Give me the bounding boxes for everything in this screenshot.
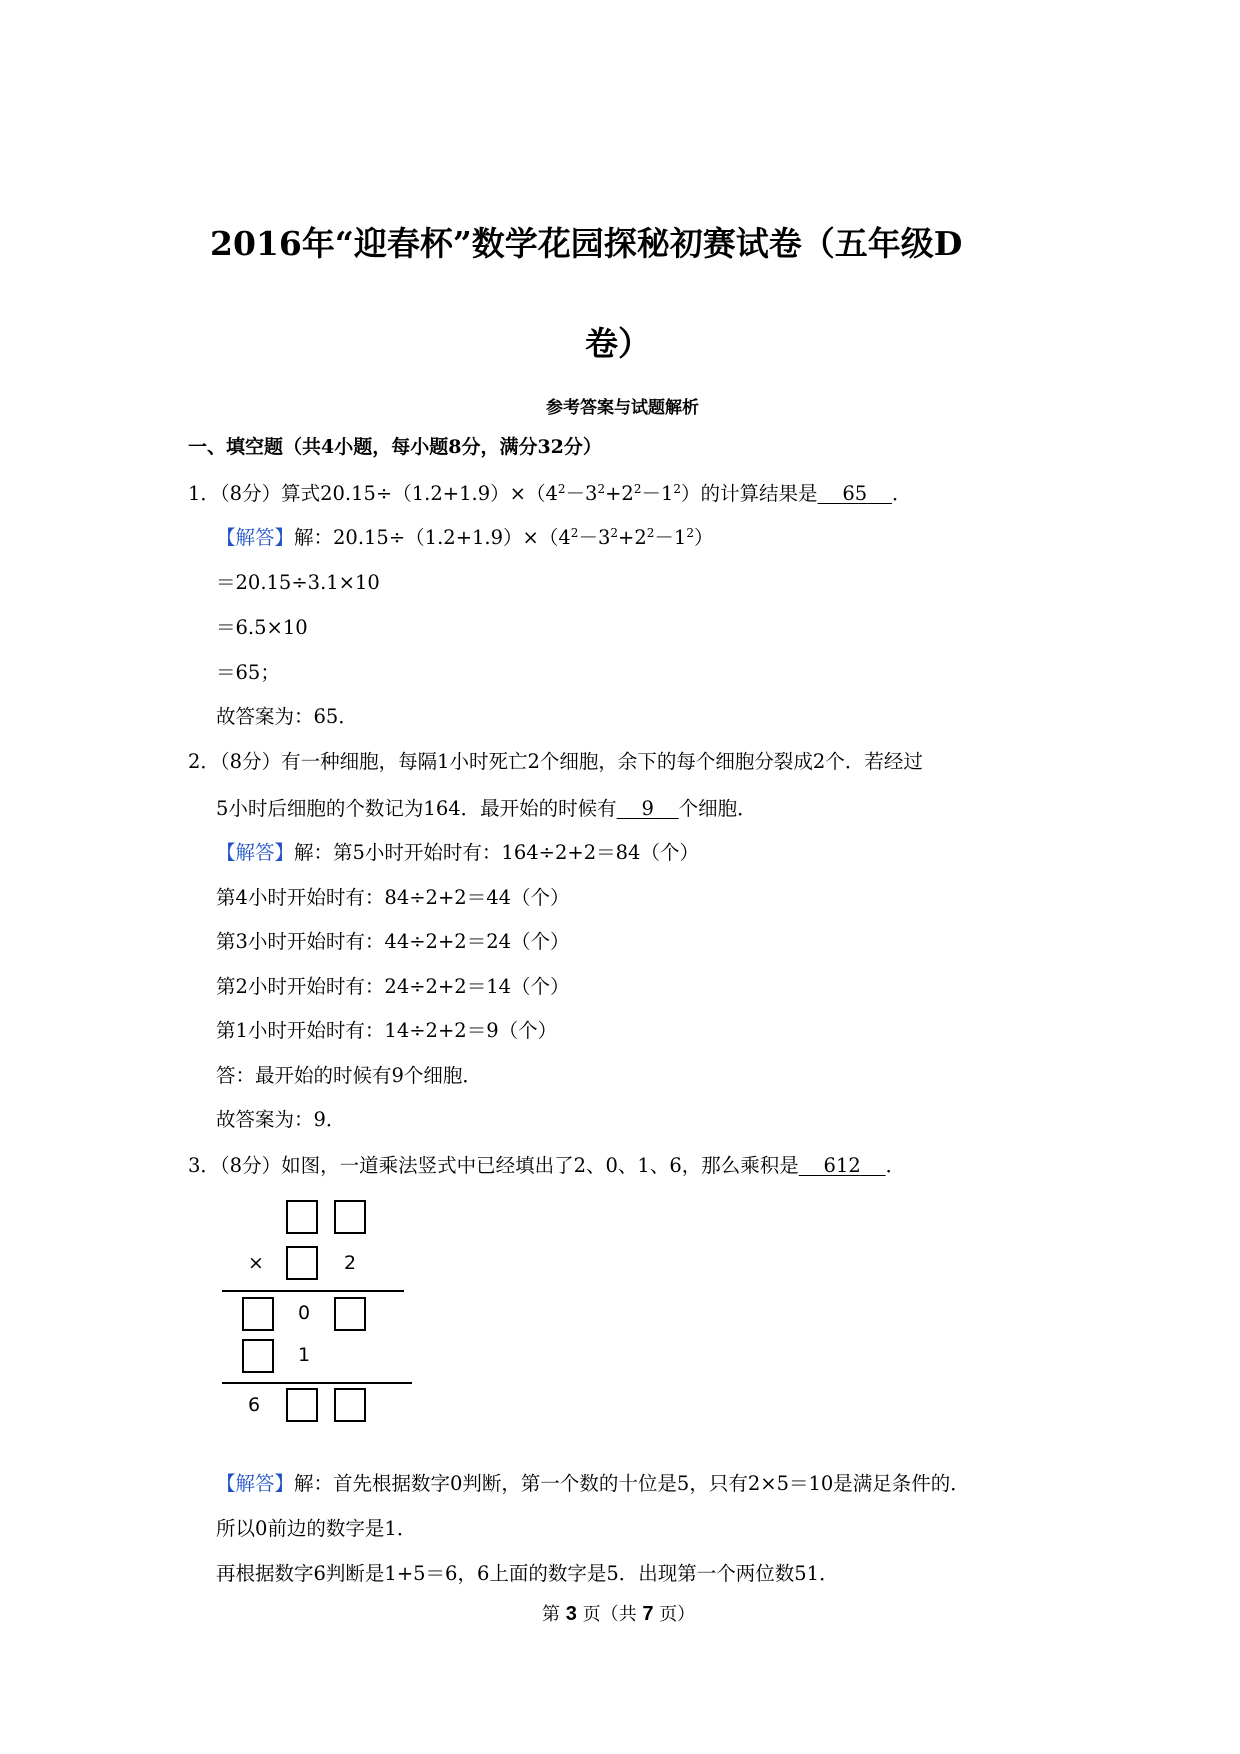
page-total: 7: [642, 1603, 654, 1625]
page-footer: 第 3 页（共 7 页）: [542, 1603, 696, 1625]
document-title-line1: 2016年“迎春杯”数学花园探秘初赛试卷（五年级D: [210, 224, 963, 263]
question-1-step-3: ＝65；: [216, 661, 280, 684]
question-1-final: 故答案为：65．: [216, 705, 358, 728]
question-2-step-2: 第3小时开始时有：44÷2+2＝24（个）: [216, 930, 570, 953]
document-title-line2: 卷）: [585, 324, 651, 363]
digit-1: 1: [298, 1344, 311, 1366]
question-2: 2．（8分）有一种细胞，每隔1小时死亡2个细胞，余下的每个细胞分裂成2个．若经过: [188, 750, 923, 773]
question-1-solution: 【解答】解：$20.15\div(1.2+1.9)\times(4^2-3^2+2^2-1^2)$: [216, 526, 714, 549]
rule-line: [222, 1382, 412, 1384]
question-2-answer-blank: 9: [641, 797, 654, 820]
question-2-line-2: 5小时后细胞的个数记为164．最开始的时候有 9 个细胞．: [216, 797, 757, 820]
answer-tag: 【解答】: [216, 841, 295, 864]
answer-tag: 【解答】: [216, 526, 295, 549]
rule-line: [222, 1290, 404, 1292]
question-3-answer-blank: 612: [823, 1154, 861, 1177]
question-2-step-4: 第1小时开始时有：14÷2+2＝9（个）: [216, 1019, 558, 1042]
digit-box: [286, 1200, 318, 1234]
question-2-step-3: 第2小时开始时有：24÷2+2＝14（个）: [216, 975, 570, 998]
digit-box: [242, 1297, 274, 1331]
digit-box: [286, 1246, 318, 1280]
question-1-prompt: 的计算结果是: [700, 482, 818, 505]
question-2-step-1: 第4小时开始时有：84÷2+2＝44（个）: [216, 886, 570, 909]
question-3: 3．（8分）如图，一道乘法竖式中已经填出了2、0、1、6，那么乘积是 612 ．: [188, 1154, 906, 1177]
digit-2: 2: [344, 1252, 357, 1274]
question-2-final: 故答案为：9．: [216, 1108, 346, 1131]
question-3-step-2: 再根据数字6判断是1+5＝6，6上面的数字是5．出现第一个两位数51．: [216, 1562, 839, 1585]
digit-box: [286, 1388, 318, 1422]
question-1-answer-blank: 65: [842, 482, 868, 505]
section-heading: 一、填空题（共4小题，每小题8分，满分32分）: [188, 436, 602, 458]
question-2-solution: 【解答】解：第5小时开始时有：164÷2+2＝84（个）: [216, 841, 699, 864]
document-subtitle: 参考答案与试题解析: [546, 398, 699, 418]
digit-box: [242, 1339, 274, 1373]
multiply-sign: ×: [248, 1252, 264, 1274]
digit-box: [334, 1388, 366, 1422]
question-1-step-2: ＝6.5×10: [216, 616, 308, 639]
question-1: 1．（8分）算式$20.15\div(1.2+1.9)\times(4^2-3^2+2^2-1^2)$的计算结果是 65 ．: [188, 482, 912, 505]
question-3-step-1: 所以0前边的数字是1．: [216, 1517, 417, 1540]
digit-6: 6: [248, 1394, 261, 1416]
question-1-step-1: ＝20.15÷3.1×10: [216, 571, 380, 594]
digit-0: 0: [298, 1302, 311, 1324]
question-3-solution: 【解答】解：首先根据数字0判断，第一个数的十位是5，只有2×5＝10是满足条件的．: [216, 1472, 970, 1495]
question-1-points: （8分）: [219, 482, 282, 505]
page-number: 3: [565, 1603, 577, 1625]
digit-box: [334, 1200, 366, 1234]
question-2-step-5: 答：最开始的时候有9个细胞．: [216, 1064, 482, 1087]
digit-box: [334, 1297, 366, 1331]
question-1-expression: 算式$20.15\div(1.2+1.9)\times(4^2-3^2+2^2-1^2)$: [281, 482, 701, 505]
question-1-number: 1．: [188, 482, 220, 505]
answer-tag: 【解答】: [216, 1472, 295, 1495]
